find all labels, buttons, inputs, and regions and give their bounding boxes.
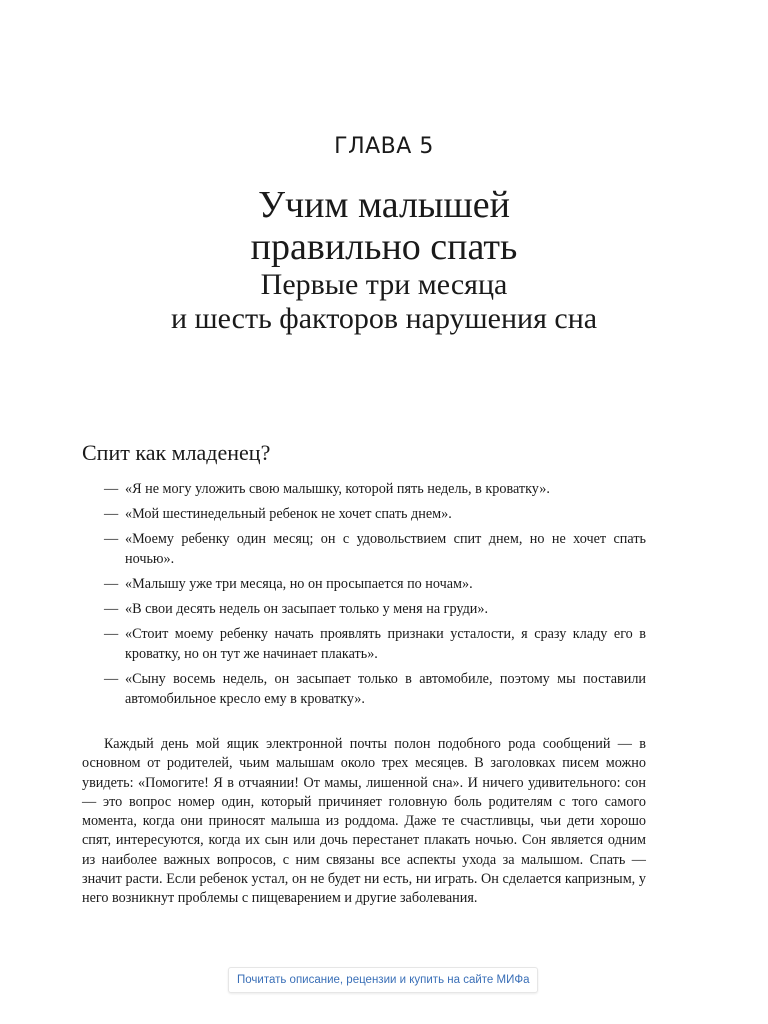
quote-item <box>104 599 646 619</box>
quote-list <box>104 479 646 714</box>
quote-text: «Сыну восемь недель, он засыпает только в автомобиле, поэтому мы поставили автомобильное кресло ему в кроватку». <box>125 671 646 707</box>
chapter-label: ГЛАВА 5 <box>334 134 434 159</box>
quote-item <box>104 624 646 664</box>
quote-item <box>104 504 646 524</box>
section-heading: Спит как младенец? <box>82 440 271 465</box>
buy-book-link[interactable]: Почитать описание, рецензии и купить на сайте МИФа <box>228 967 538 993</box>
quote-text: «Малышу уже три месяца, но он просыпается по ночам». <box>125 576 473 592</box>
chapter-subtitle-line-1: Первые три месяца <box>260 268 508 301</box>
chapter-title-line-1: Учим малышей <box>258 184 510 226</box>
chapter-title-line-2: правильно спать <box>250 226 518 268</box>
chapter-title-block <box>0 184 768 336</box>
chapter-subtitle-line-2: и шесть факторов нарушения сна <box>170 302 598 335</box>
quote-dash: — <box>104 506 119 522</box>
quote-item <box>104 574 646 594</box>
quote-dash: — <box>104 576 119 592</box>
quote-text: «Мой шестинедельный ребенок не хочет спать днем». <box>125 506 452 522</box>
quote-dash: — <box>104 626 119 642</box>
quote-item <box>104 479 646 499</box>
quote-text: «Стоит моему ребенку начать проявлять признаки усталости, я сразу кладу его в кроватку, но он тут же начинает плакать». <box>125 626 646 662</box>
quote-text: «Я не могу уложить свою малышку, которой пять недель, в кроватку». <box>125 481 550 497</box>
quote-item <box>104 669 646 709</box>
quote-dash: — <box>104 531 119 547</box>
quote-dash: — <box>104 601 119 617</box>
quote-text: «Моему ребенку один месяц; он с удовольствием спит днем, но не хочет спать ночью». <box>125 531 646 567</box>
quote-dash: — <box>104 671 119 687</box>
quote-dash: — <box>104 481 119 497</box>
quote-text: «В свои десять недель он засыпает только у меня на груди». <box>125 601 489 617</box>
body-paragraph: Каждый день мой ящик электронной почты полон подобного рода сообщений — в основном от родителей, чьим малышам около трех месяцев. В заголовках писем можно увидеть: «Помогите! Я в отчаянии! От мамы, лишенной сна». И ничего удивительного: сон — это вопрос номер один, который причиняет головную боль родителям с того самого момента, когда они приносят малыша из роддома. Даже те счастливцы, чьи дети хорошо спят, интересуются, когда их сын или дочь перестанет плакать ночью. Сон является одним из наиболее важных вопросов, с ним связаны все аспекты ухода за малышом. Спать — значит расти. Если ребенок устал, он не будет ни есть, ни играть. Он сделается капризным, у него возникнут проблемы с пищеварением и другие заболевания. <box>82 736 646 907</box>
quote-item <box>104 529 646 569</box>
